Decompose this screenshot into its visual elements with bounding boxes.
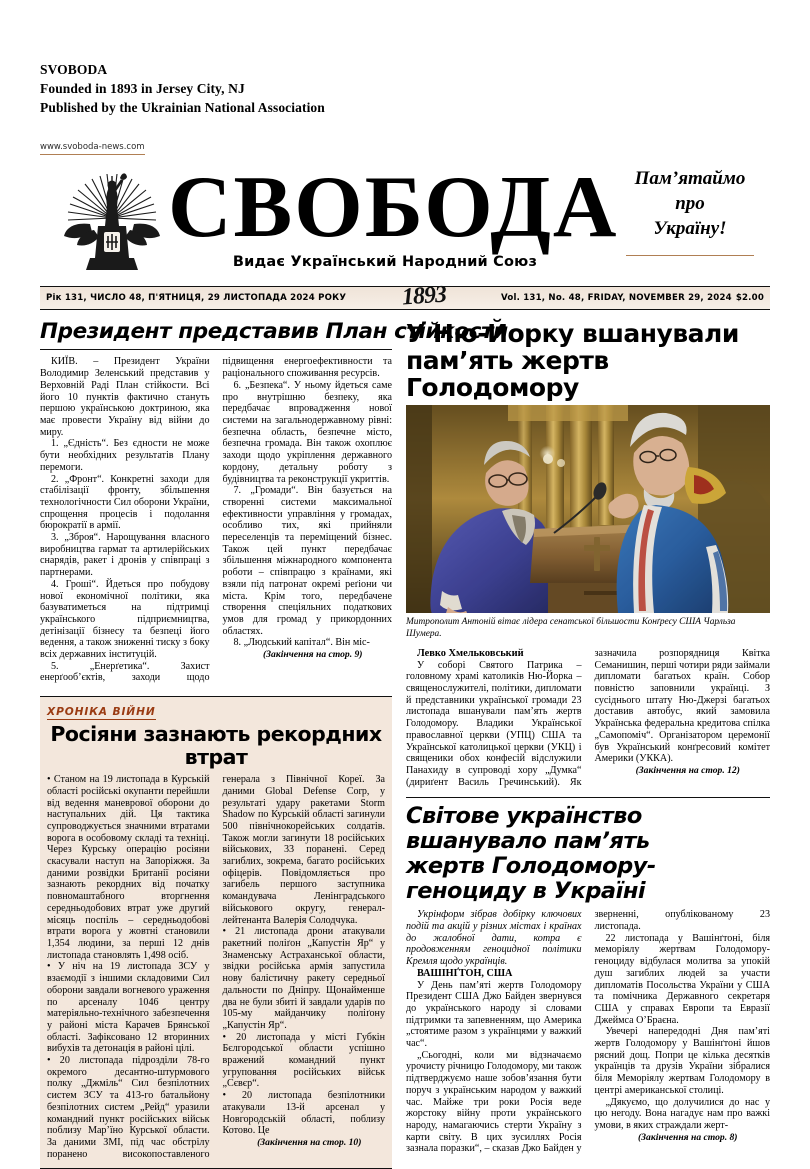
photo-caption: Митрополит Антоній вітає лідера сенатської більшости Конґресу США Чарльза Шумера. [406,617,736,639]
standfirst: Укрінформ зібрав добірку ключових подій та акцій у різних містах і країнах до жалобної дати, котра є продовженням геноцидної політики Кремля щодо українців. [406,909,582,968]
headline-line-2: жертв Голодомору-геноциду в Україні [406,853,656,905]
section-kicker: ХРОНІКА ВІЙНИ [47,706,156,719]
paragraph: 6. „Безпека“. У ньому йдеться саме про внутрішню безпеку, яка передбачає впровадження нової системи на загальнодержавному рівні: безпечна область, безпечне місто, безпечна громада. Він також охоплює заходи щодо укріплення державного кордону, детальну роботу з будівництва та реконструкції укриттів. [222,379,392,485]
new-york-headline [406,320,770,401]
slogan-line-3: Україну! [653,218,727,240]
world-ukrainians-headline [406,804,770,904]
dateline-ukrainian: Рік 131, ЧИСЛО 48, П'ЯТНИЦЯ, 29 ЛИСТОПАДА 2024 РОКУ [46,293,347,304]
paragraph: 5. „Енерґетика“. Захист енерґооб’єктів, заходи щодо підвищення енергоефективности та раціонального споживання ресурсів. [40,356,392,684]
publication-founded: Founded in 1893 in Jersey City, NJ [40,81,245,97]
article-body [40,356,392,684]
paragraph: „Сьогодні, коли ми відзначаємо урочисту річницю Голодомору, ми також підтверджуємо наше зобов’язання бути поруч з українським народом у важкий час. Майже три роки Росія веде жорстоку війну проти українського народу, намагаючись стерти Україну з карти світу. В цих зусиллях Росія зазнала поразки“, – сказав Джо Байден у зверненні, опублікованому 23 листопада. [406,909,770,1155]
paragraph: 22 листопада у Вашінґтоні, біля меморіялу жертвам Голодомору-геноциду відбулася молитва за упокій душ загиблих людей за участи дипломатів Посольства України у США та помічника Державного секретаря США у справах Европи та Евразії Джеймса О’Браєна. [594,932,770,1026]
headline-line-1: Світове українство вшанувало пам’ять [406,803,650,855]
article-war-chronicle [40,696,392,1169]
world-ukrainians-body [406,909,770,1155]
paragraph: 1. „Єдність“. Без єдности не може бути необхідних результатів Плану перемоги. [40,438,210,473]
masthead-logotype-block [168,159,619,271]
founding-year-stamp: 1893 [400,281,447,311]
article-new-york-holodomor [406,320,770,788]
masthead-slogan [610,166,770,256]
paragraph: • 20 листопада підрозділи 78-го окремого десантно-штурмового полку „Джміль“ Сил безпілотних систем ЗСУ та 413-го батальйону безпілотних систем „Рейд“ уразили командний пункт російських військ поблизу Мар’їно Курської области. За даними ЗМІ, під час обстрілу поранено високопоставленого генерала з Північної Кореї. За даними Global Defense Corp, у результаті удару ракетами Storm Shadow по Курській області загинули 500 північнокорейських солдатів. Також могли загинути 18 російських військових, 33 поранені. Серед загиблих, зокрема, багато російських офіцерів. Повідомляється про загибель першого заступника командувача Ленінградського військового округу, генерал-лейтенанта Валерія Солодчука. [47,774,385,1160]
war-chronicle-body [47,774,385,1160]
paragraph: • 21 листопада дрони атакували ракетний поліґон „Капустін Яр“ у Знаменську Астраханської области, звідки російська армія запустила нову балістичну ракету середньої дальности по Дніпру. Щонайменше два не були збиті й завдали ударів по 105-му майданчику поліґону „Капустін Яр“. [222,926,385,1031]
front-page-body [40,320,770,1160]
masthead-subtitle: Видає Український Народний Союз [232,254,538,271]
website-link[interactable]: www.svoboda-news.com [40,142,145,155]
publication-publisher: Published by the Ukrainian National Association [40,100,325,116]
paragraph: КИЇВ. – Президент України Володимир Зеленський представив у Верховній Раді План стійкости. Всі його 10 пунктів фактично стануть першою українською доктриною, яка має провести Україну від війни до миру. [40,356,210,438]
jump-line[interactable]: (Закінчення на стор. 12) [635,764,740,776]
page-title: Президент представив План стійкости [40,320,392,350]
paragraph: 7. „Громади“. Він базується на створенні системи максимальної ефективности управління у громадах, особливо тих, які прийняли переселенців та переміщений бізнес. Також цей пункт передбачає збільшення міжнародного компонента роботи – співпрацю з країнами, які взяли під патронат окремі реґіони чи міста. Крім того, передбачене створення спеціяльних податкових умов для громад у прикордонних областях. [222,485,392,637]
dateline-english: Vol. 131, No. 48, FRIDAY, NOVEMBER 29, 2024 [500,293,732,304]
photo-schumer-metropolitan-antony [406,405,770,613]
paragraph: У соборі Святого Патрика – головному храмі католиків Ню-Йорка – священослужителі, політики, дипломати й представники української громади 23 листопада вшанували пам’ять жертв Голодомору. Владики Української православної церкви (УПЦ) США та Української католицької церкви (УКЦ) і священики обох конфесій відслужили Панахиду в супроводі хору „Думка“ (дириґент Василь Гречинський). Як зазначила розпорядниця Квітка Семанишин, перші чотири ряди займали дипломати багатьох країн. Собор повністю заповнили українці. З сусіднього штату Ню-Джерзі багатьох доставив автобус, який замовила Українська федеральна кредитова спілка „Самопоміч“. Організатором церемонії був Український конґресовий комітет Америки (УККА). [406,647,770,788]
masthead-title: СВОБОДА [168,159,619,257]
paragraph: У День пам’яті жертв Голодомору Президент США Джо Байден звернувся до українського народу зі словами підтримки та запевненням, що Америка „стоятиме разом з українцями у важкий час“. [406,979,582,1050]
war-chronicle-headline: Росіяни зазнають рекордних втрат [50,722,382,770]
section-divider [406,797,770,798]
jump-line[interactable]: (Закінчення на стор. 8) [637,1131,738,1143]
paragraph: 3. „Зброя“. Нарощування власного виробництва гармат та артилерійських снарядів, ракет і дронів у співпраці з партнерами. [40,532,210,579]
paragraph: • Станом на 19 листопада в Курській області російські окупанти перейшли від ведення маневрової оборони до наступальних дій. Ця тактика супроводжується значними втратами ворога в особовому складі та техніці. Через Курську операцію росіяни скасували наступ на Запоріжжя. За даними розвідки Британії росіяни зазнають рекордних від початку повномаштабного вторгнення середньодобових втрат уже другий місяць поспіль – середньодобові втрати ворога у жовтні становили 1,354 людини, за перші 12 днів листопада становлять 1,498 осіб. [47,774,210,961]
paragraph: • 20 листопада у місті Губкін Бєлгородської области успішно вражений командний пункт угруповання російських військ „Сєвєр“. [222,1031,385,1090]
masthead [40,160,770,282]
dateline-bar [40,281,770,311]
slogan-line-1: Пам’ятаймо [634,168,746,190]
new-york-article-body [406,648,770,788]
article-world-ukrainians [406,804,770,1155]
paragraph: • У ніч на 19 листопада ЗСУ у взаємодії з іншими складовими Сил оборони завдали вогневого ураження по арсеналу 1046 центру матеріяльно-технічного забезпечення у районі міста Карачев Брянської області. Зафіксовано 12 вторинних вибухів та детонація в районі цілі. [47,961,210,1055]
paragraph: • 20 листопада безпілотники атакували 13-й арсенал у Новгородській області, поблизу Котово. Це [222,1090,385,1137]
slogan-line-2: про [675,193,705,215]
paragraph: Увечері напередодні Дня пам’яті жертв Голодомору у Вашінґтоні йшов рясний дощ. Попри це кілька десятків українців та друзів України зібралися біля Меморіялу жертвам Голодомору в центрі американської столиці. [594,1026,770,1096]
headline-line-2: пам’ять жертв Голодомору [406,346,609,403]
paragraph: 4. Гроші“. Йдеться про побудову нової економічної політики, яка базуватиметься на підтримці українського підприємництва, детінізації бізнесу та безпеці його ведення, а також зниженні тиску з боку всіх державних інституцій. [40,578,210,661]
paragraph: „Дякуємо, що долучилися до нас у цю негоду. Вона нагадує нам про важкі умови, в яких страждали жерт- [594,1096,770,1131]
headline-line-1: У Ню-Йорку вшанували [406,319,739,349]
column-gutter [392,320,406,1160]
cover-price: $2.00 [735,293,764,304]
jump-line[interactable]: (Закінчення на стор. 9) [262,649,363,661]
publication-name: SVOBODA [40,62,108,77]
jump-line[interactable]: (Закінчення на стор. 10) [257,1136,362,1148]
paragraph: 2. „Фронт“. Конкретні заходи для стабілізації фронту, збільшення технологічности Сил оборони України, спрощення процесів і подолання бюрократії в армії. [40,473,210,532]
slogan-divider [626,255,754,256]
section-kicker-wrap [47,702,385,723]
publication-identity [40,0,770,117]
dateline-location: ВАШІНҐТОН, США [417,967,513,979]
paragraph: 8. „Людський капітал“. Він міс- [233,637,370,649]
right-column [406,320,770,1160]
statue-of-liberty-tryzub-emblem [60,166,164,278]
byline: Левко Хмельковський [417,647,524,659]
website-link-wrap [40,136,770,154]
